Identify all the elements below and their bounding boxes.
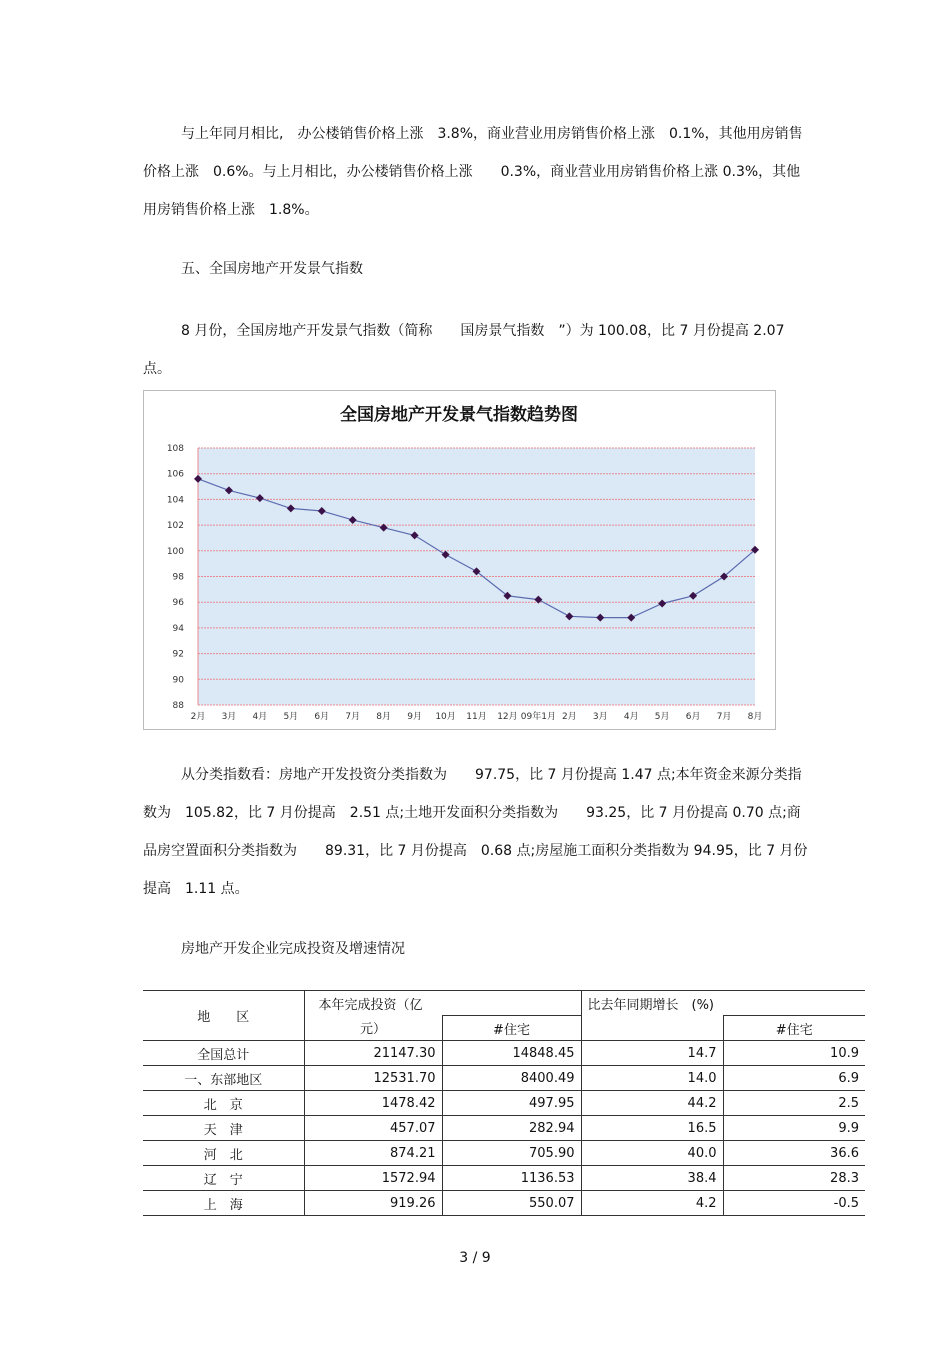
growth-cell: 44.2 [581, 1091, 723, 1116]
residential-growth-cell: 6.9 [723, 1066, 865, 1091]
y-tick-label: 108 [166, 444, 184, 454]
x-tick-label: 2月 [561, 712, 577, 722]
header-investment-unit: 元） [304, 1016, 442, 1041]
x-tick-label: 3月 [221, 712, 237, 722]
x-tick-label: 12月 [497, 712, 518, 722]
residential-investment-cell: 497.95 [442, 1091, 581, 1116]
y-tick-label: 100 [166, 546, 184, 557]
table-header-row-1 [143, 991, 865, 1016]
x-tick-label: 8月 [376, 712, 392, 722]
header-growth: 比去年同期增长 (%) [581, 991, 865, 1016]
investment-cell: 1572.94 [304, 1166, 442, 1191]
table-caption: 房地产开发企业完成投资及增速情况 [181, 941, 405, 957]
header-investment: 本年完成投资（亿 [304, 991, 581, 1016]
y-tick-label: 94 [172, 623, 184, 634]
residential-growth-cell: 2.5 [723, 1091, 865, 1116]
x-tick-label: 2月 [190, 712, 206, 722]
growth-cell: 14.7 [581, 1041, 723, 1066]
table-row [143, 1191, 865, 1216]
table-row [143, 1066, 865, 1091]
growth-cell: 16.5 [581, 1116, 723, 1141]
residential-investment-cell: 1136.53 [442, 1166, 581, 1191]
x-tick-label: 5月 [654, 712, 670, 722]
investment-cell: 21147.30 [304, 1041, 442, 1066]
x-tick-label: 6月 [314, 712, 330, 722]
growth-cell: 40.0 [581, 1141, 723, 1166]
y-tick-label: 104 [166, 495, 184, 506]
investment-table [143, 990, 865, 1216]
growth-cell: 38.4 [581, 1166, 723, 1191]
x-tick-label: 5月 [283, 712, 299, 722]
residential-investment-cell: 282.94 [442, 1116, 581, 1141]
table-row [143, 1166, 865, 1191]
table-row [143, 1141, 865, 1166]
header-growth-residential: #住宅 [723, 1016, 865, 1041]
residential-growth-cell: 36.6 [723, 1141, 865, 1166]
x-tick-label: 9月 [407, 712, 422, 722]
x-tick-label: 09年1月 [520, 712, 556, 722]
plot-area [198, 448, 755, 705]
header-residential: #住宅 [442, 1016, 581, 1041]
region-cell: 河 北 [143, 1141, 304, 1166]
x-tick-label: 3月 [592, 712, 608, 722]
residential-growth-cell: -0.5 [723, 1191, 865, 1216]
region-cell: 辽 宁 [143, 1166, 304, 1191]
section-heading-climate-index: 五、全国房地产开发景气指数 [181, 261, 363, 277]
investment-cell: 457.07 [304, 1116, 442, 1141]
paragraph-climate-index: 8 月份，全国房地产开发景气指数（简称 国房景气指数 ”）为 100.08，比 7 月份提高 2.07 点。 [143, 323, 785, 377]
x-tick-label: 7月 [716, 712, 732, 722]
region-cell: 一、东部地区 [143, 1066, 304, 1091]
x-tick-label: 6月 [685, 712, 701, 722]
y-tick-label: 92 [172, 649, 184, 660]
investment-cell: 12531.70 [304, 1066, 442, 1091]
x-tick-label: 10月 [435, 712, 456, 722]
paragraph-price-comparison: 与上年同月相比, 办公楼销售价格上涨 3.8%，商业营业用房销售价格上涨 0.1%，其他用房销售价格上涨 0.6%。与上月相比，办公楼销售价格上涨 0.3%，商业营业用房销售价格上涨 0.3%，其他用房销售价格上涨 1.8%。 [143, 126, 803, 218]
residential-investment-cell: 8400.49 [442, 1066, 581, 1091]
residential-growth-cell: 9.9 [723, 1116, 865, 1141]
x-tick-label: 4月 [623, 712, 639, 722]
residential-growth-cell: 10.9 [723, 1041, 865, 1066]
y-tick-label: 106 [166, 469, 184, 480]
residential-investment-cell: 14848.45 [442, 1041, 581, 1066]
page-number: 3 / 9 [459, 1250, 491, 1266]
y-tick-label: 102 [166, 521, 184, 532]
y-tick-label: 96 [172, 598, 184, 609]
table-row [143, 1041, 865, 1066]
header-region: 地 区 [143, 991, 304, 1041]
region-cell: 北 京 [143, 1091, 304, 1116]
x-tick-label: 4月 [252, 712, 268, 722]
growth-cell: 4.2 [581, 1191, 723, 1216]
residential-growth-cell: 28.3 [723, 1166, 865, 1191]
chart-title: 全国房地产开发景气指数趋势图 [340, 405, 578, 425]
x-tick-label: 7月 [345, 712, 361, 722]
x-tick-label: 8月 [747, 712, 763, 722]
x-tick-label: 11月 [466, 712, 487, 722]
investment-cell: 919.26 [304, 1191, 442, 1216]
y-tick-label: 88 [172, 701, 184, 711]
climate-index-chart [143, 390, 776, 730]
investment-cell: 1478.42 [304, 1091, 442, 1116]
y-tick-label: 90 [172, 675, 184, 686]
region-cell: 天 津 [143, 1116, 304, 1141]
region-cell: 上 海 [143, 1191, 304, 1216]
residential-investment-cell: 550.07 [442, 1191, 581, 1216]
y-tick-label: 98 [172, 572, 184, 583]
table-body [143, 1041, 865, 1216]
residential-investment-cell: 705.90 [442, 1141, 581, 1166]
growth-cell: 14.0 [581, 1066, 723, 1091]
paragraph-sub-indices: 从分类指数看：房地产开发投资分类指数为 97.75，比 7 月份提高 1.47 点;本年资金来源分类指数为 105.82，比 7 月份提高 2.51 点;土地开发面积分类指数为 93.25，比 7 月份提高 0.70 点;商品房空置面积分类指数为 89.31，比 7 月份提高 0.68 点;房屋施工面积分类指数为 94.95，比 7 月份提高 1.11 点。 [143, 767, 808, 897]
region-cell: 全国总计 [143, 1041, 304, 1066]
table-row [143, 1116, 865, 1141]
table-row [143, 1091, 865, 1116]
investment-cell: 874.21 [304, 1141, 442, 1166]
